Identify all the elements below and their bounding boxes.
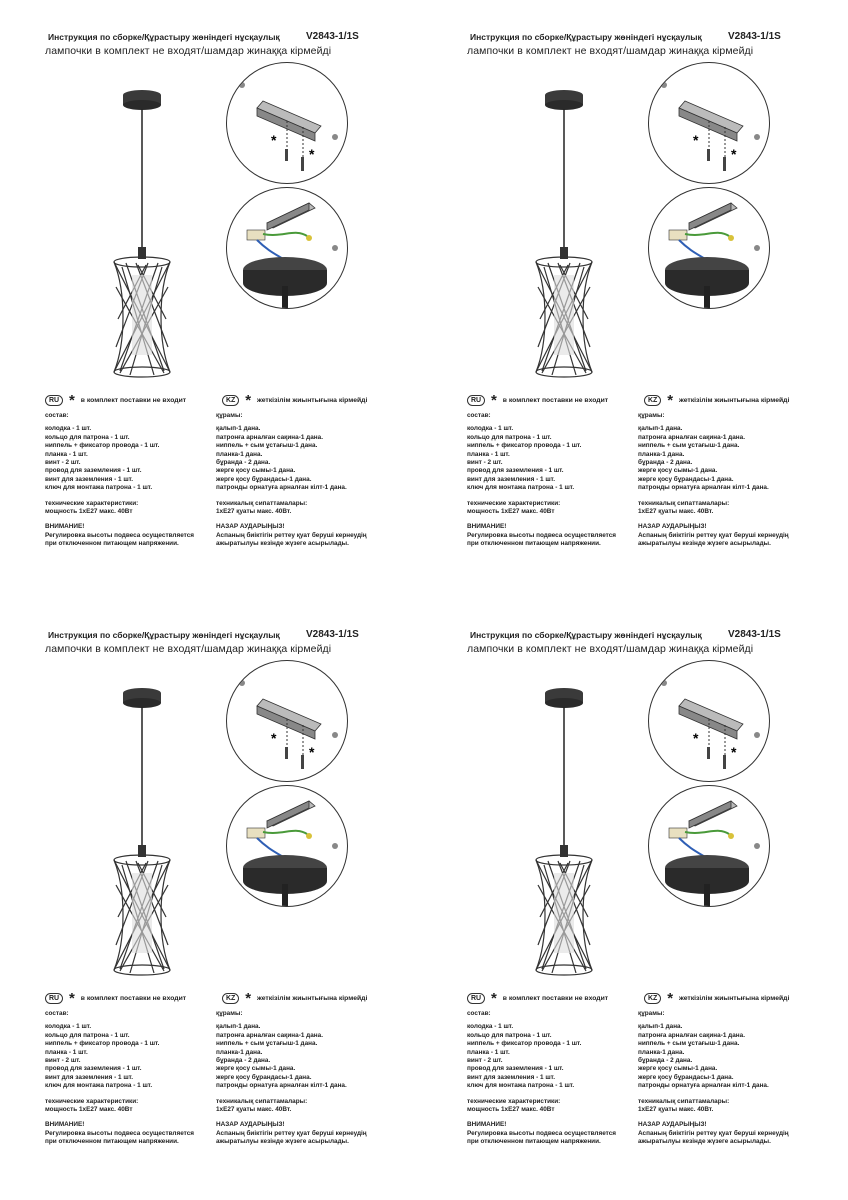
bulbs-note: лампочки в комплект не входят/шамдар жинаққа кірмейді — [467, 45, 754, 57]
kz-not-included-note: жеткізілім жиынтығына кірмейді — [256, 397, 368, 404]
ground-wire — [263, 233, 307, 236]
list-item: қалып-1 дана. — [216, 1023, 261, 1031]
kz-language-badge: KZ — [222, 993, 239, 1004]
ru-warning-line: Регулировка высоты подвеса осуществляется — [45, 1129, 195, 1137]
terminal-block — [247, 230, 265, 240]
kz-legend — [222, 392, 367, 408]
ru-language-badge: RU — [467, 993, 485, 1004]
list-item: ниппель + фиксатор провода - 1 шт. — [467, 1040, 582, 1048]
list-item: патронға арналған сақина-1 дана. — [638, 433, 745, 441]
list-item: жерге қосу сымы-1 дана. — [638, 467, 718, 475]
sheet-title: Инструкция по сборке/Құрастыру жөніндегі нұсқаулық — [470, 32, 702, 42]
kz-contents-heading: құрамы: — [638, 1010, 665, 1017]
list-item: винт для заземления - 1 шт. — [467, 1073, 555, 1081]
list-item: кольцо для патрона - 1 шт. — [45, 1031, 130, 1039]
screw — [285, 149, 288, 161]
list-item: жерге қосу сымы-1 дана. — [216, 467, 296, 475]
kz-parts-list — [638, 1023, 789, 1090]
list-item: винт - 2 шт. — [467, 459, 503, 467]
screw-head — [754, 134, 760, 140]
list-item: жерге қосу бұрандасы-1 дана. — [638, 475, 734, 483]
ru-parts-list — [45, 1023, 194, 1090]
cable-stem — [282, 286, 288, 308]
list-item: колодка - 1 шт. — [467, 1023, 514, 1031]
ru-contents — [45, 412, 194, 549]
list-item: ниппель + фиксатор провода - 1 шт. — [45, 442, 160, 450]
screw — [707, 149, 710, 161]
cable-stem — [704, 286, 710, 308]
canopy-wiring-detail — [648, 785, 770, 907]
ru-warning-heading: ВНИМАНИЕ! — [467, 1121, 507, 1129]
model-number: V2843-1/1S — [306, 31, 359, 42]
kz-warning-heading: НАЗАР АУДАРЫҢЫЗ! — [638, 1121, 707, 1129]
not-included-star: * — [271, 132, 277, 148]
list-item: винт для заземления - 1 шт. — [467, 475, 555, 483]
list-item: ниппель + сым ұстағыш-1 дана. — [638, 442, 740, 450]
bulb-shade — [132, 873, 152, 953]
kz-warning-heading: НАЗАР АУДАРЫҢЫЗ! — [638, 523, 707, 531]
kz-warning-heading: НАЗАР АУДАРЫҢЫЗ! — [216, 1121, 285, 1129]
mounting-bracket-detail — [226, 62, 348, 184]
ru-contents-heading: состав: — [45, 1010, 69, 1017]
ru-tech-value: мощность 1хЕ27 макс. 40Вт — [467, 1106, 555, 1114]
screw-head — [332, 843, 338, 849]
supply-wire — [257, 838, 285, 858]
list-item: патронды орнатуға арналған кілт-1 дана. — [216, 484, 347, 492]
title-row — [48, 32, 428, 46]
ru-warning-line: Регулировка высоты подвеса осуществляется — [467, 531, 617, 539]
supply-wire — [679, 240, 707, 260]
kz-parts-list — [216, 1023, 367, 1090]
ground-screw — [306, 235, 312, 241]
screw — [301, 755, 304, 769]
list-item: ниппель + сым ұстағыш-1 дана. — [216, 1040, 318, 1048]
not-included-star: * — [693, 132, 699, 148]
ru-legend — [45, 392, 186, 408]
not-included-star: * — [731, 146, 737, 162]
kz-tech-heading: техникалық сипаттамалары: — [638, 1097, 730, 1105]
list-item: провод для заземления - 1 шт. — [467, 1065, 564, 1073]
mounting-bracket-detail — [226, 660, 348, 782]
ru-warning-line: при отключенном питающем напряжении. — [467, 540, 601, 548]
kz-warning-line: Аспаның биіктігін реттеу қуат беруші кернеудің — [638, 1129, 789, 1137]
instruction-panel — [30, 32, 430, 592]
list-item: бұранда - 2 дана. — [216, 1057, 271, 1065]
kz-warning-line: Аспаның биіктігін реттеу қуат беруші кернеудің — [216, 1129, 367, 1137]
star-icon: * — [245, 990, 252, 1007]
list-item: винт - 2 шт. — [467, 1057, 503, 1065]
ru-not-included-note: в комплект поставки не входит — [80, 995, 187, 1002]
list-item: патронға арналған сақина-1 дана. — [216, 1031, 323, 1039]
ru-not-included-note: в комплект поставки не входит — [80, 397, 187, 404]
list-item: патронға арналған сақина-1 дана. — [216, 433, 323, 441]
ground-screw — [306, 833, 312, 839]
ru-legend — [467, 392, 608, 408]
list-item: ключ для монтажа патрона - 1 шт. — [45, 484, 153, 492]
list-item: ниппель + сым ұстағыш-1 дана. — [216, 442, 318, 450]
list-item: бұранда - 2 дана. — [638, 1057, 693, 1065]
model-number: V2843-1/1S — [728, 31, 781, 42]
list-item: ниппель + фиксатор провода - 1 шт. — [467, 442, 582, 450]
not-included-star: * — [309, 146, 315, 162]
ru-warning-heading: ВНИМАНИЕ! — [45, 1121, 85, 1129]
ru-contents — [467, 412, 616, 549]
ru-contents-heading: состав: — [467, 412, 491, 419]
bulbs-note: лампочки в комплект не входят/шамдар жинаққа кірмейді — [467, 643, 754, 655]
ru-tech-heading: технические характеристики: — [467, 499, 561, 507]
list-item: планка-1 дана. — [638, 1048, 685, 1056]
list-item: колодка - 1 шт. — [45, 1023, 92, 1031]
kz-contents — [638, 1010, 789, 1147]
screw — [301, 157, 304, 171]
list-item: ключ для монтажа патрона - 1 шт. — [45, 1082, 153, 1090]
screw-head — [658, 285, 664, 291]
ru-warning-line: при отключенном питающем напряжении. — [45, 1138, 179, 1146]
bulbs-note: лампочки в комплект не входят/шамдар жинаққа кірмейді — [45, 45, 332, 57]
ru-warning-line: при отключенном питающем напряжении. — [467, 1138, 601, 1146]
ru-tech-heading: технические характеристики: — [45, 1097, 139, 1105]
star-icon: * — [667, 990, 674, 1007]
kz-contents — [216, 1010, 367, 1147]
kz-tech-heading: техникалық сипаттамалары: — [216, 1097, 308, 1105]
terminal-block — [669, 828, 687, 838]
star-icon: * — [69, 990, 75, 1007]
list-item: кольцо для патрона - 1 шт. — [467, 1031, 552, 1039]
mounting-bracket-detail — [648, 660, 770, 782]
list-item: қалып-1 дана. — [638, 1023, 683, 1031]
list-item: провод для заземления - 1 шт. — [467, 467, 564, 475]
cable-stem — [704, 884, 710, 906]
list-item: винт - 2 шт. — [45, 459, 81, 467]
kz-contents-heading: құрамы: — [216, 1010, 243, 1017]
list-item: планка - 1 шт. — [45, 450, 88, 458]
star-icon: * — [491, 990, 497, 1007]
screw-head — [754, 245, 760, 251]
kz-language-badge: KZ — [644, 993, 661, 1004]
list-item: патронды орнатуға арналған кілт-1 дана. — [638, 1082, 769, 1090]
kz-tech-value: 1хЕ27 қуаты макс. 40Вт. — [638, 508, 714, 516]
list-item: жерге қосу бұрандасы-1 дана. — [216, 1073, 312, 1081]
model-number: V2843-1/1S — [306, 629, 359, 640]
cable-stem — [282, 884, 288, 906]
screw-head — [658, 883, 664, 889]
star-icon: * — [667, 392, 674, 409]
sheet-title: Инструкция по сборке/Құрастыру жөніндегі нұсқаулық — [470, 630, 702, 640]
not-included-star: * — [731, 744, 737, 760]
list-item: патронды орнатуға арналған кілт-1 дана. — [638, 484, 769, 492]
screw-head — [754, 843, 760, 849]
list-item: провод для заземления - 1 шт. — [45, 467, 142, 475]
ru-legend — [45, 990, 186, 1006]
model-number: V2843-1/1S — [728, 629, 781, 640]
kz-warning-line: ажыратылуы кезінде жүзеге асырылады. — [638, 1138, 771, 1146]
canopy-wiring-detail — [648, 187, 770, 309]
not-included-star: * — [309, 744, 315, 760]
kz-contents-heading: құрамы: — [216, 412, 243, 419]
list-item: патронды орнатуға арналған кілт-1 дана. — [216, 1082, 347, 1090]
list-item: ключ для монтажа патрона - 1 шт. — [467, 484, 575, 492]
ru-not-included-note: в комплект поставки не входит — [502, 397, 609, 404]
kz-warning-heading: НАЗАР АУДАРЫҢЫЗ! — [216, 523, 285, 531]
kz-parts-list — [216, 425, 367, 492]
not-included-star: * — [693, 730, 699, 746]
pendant-lamp-illustration — [502, 87, 622, 387]
ground-wire — [263, 831, 307, 834]
list-item: планка - 1 шт. — [467, 450, 510, 458]
screw-head — [236, 883, 242, 889]
kz-parts-list — [638, 425, 789, 492]
list-item: бұранда - 2 дана. — [216, 459, 271, 467]
screw-head — [661, 82, 667, 88]
kz-warning-line: Аспаның биіктігін реттеу қуат беруші кернеудің — [638, 531, 789, 539]
kz-not-included-note: жеткізілім жиынтығына кірмейді — [256, 995, 368, 1002]
ru-warning-line: Регулировка высоты подвеса осуществляется — [45, 531, 195, 539]
supply-wire — [257, 240, 285, 260]
kz-legend — [644, 392, 789, 408]
ru-contents-heading: состав: — [467, 1010, 491, 1017]
list-item: кольцо для патрона - 1 шт. — [467, 433, 552, 441]
ru-language-badge: RU — [45, 395, 63, 406]
ru-legend — [467, 990, 608, 1006]
list-item: қалып-1 дана. — [638, 425, 683, 433]
screw-head — [239, 680, 245, 686]
ground-screw — [728, 235, 734, 241]
list-item: жерге қосу бұрандасы-1 дана. — [216, 475, 312, 483]
screw-head — [754, 732, 760, 738]
ground-wire — [685, 233, 729, 236]
title-row — [470, 630, 848, 644]
kz-contents-heading: құрамы: — [638, 412, 665, 419]
ru-tech-heading: технические характеристики: — [467, 1097, 561, 1105]
ru-warning-heading: ВНИМАНИЕ! — [467, 523, 507, 531]
list-item: патронға арналған сақина-1 дана. — [638, 1031, 745, 1039]
kz-contents — [638, 412, 789, 549]
kz-tech-value: 1хЕ27 қуаты макс. 40Вт. — [216, 1106, 292, 1114]
canopy-wiring-detail — [226, 785, 348, 907]
list-item: планка - 1 шт. — [467, 1048, 510, 1056]
bulbs-note: лампочки в комплект не входят/шамдар жинаққа кірмейді — [45, 643, 332, 655]
title-row — [470, 32, 848, 46]
list-item: винт для заземления - 1 шт. — [45, 475, 133, 483]
mounting-bracket-detail — [648, 62, 770, 184]
kz-language-badge: KZ — [222, 395, 239, 406]
list-item: ниппель + фиксатор провода - 1 шт. — [45, 1040, 160, 1048]
pendant-lamp-illustration — [502, 685, 622, 985]
list-item: колодка - 1 шт. — [467, 425, 514, 433]
screw — [707, 747, 710, 759]
list-item: планка-1 дана. — [216, 450, 263, 458]
kz-legend — [222, 990, 367, 1006]
list-item: қалып-1 дана. — [216, 425, 261, 433]
screw-head — [239, 82, 245, 88]
kz-warning-line: ажыратылуы кезінде жүзеге асырылады. — [216, 1138, 349, 1146]
list-item: винт для заземления - 1 шт. — [45, 1073, 133, 1081]
ru-contents-heading: состав: — [45, 412, 69, 419]
list-item: бұранда - 2 дана. — [638, 459, 693, 467]
instruction-panel — [452, 32, 848, 592]
screw-head — [332, 732, 338, 738]
kz-tech-heading: техникалық сипаттамалары: — [638, 499, 730, 507]
screw — [723, 755, 726, 769]
screw-head — [661, 680, 667, 686]
ru-warning-line: Регулировка высоты подвеса осуществляется — [467, 1129, 617, 1137]
instruction-panel — [452, 630, 848, 1190]
kz-warning-line: Аспаның биіктігін реттеу қуат беруші кернеудің — [216, 531, 367, 539]
kz-tech-value: 1хЕ27 қуаты макс. 40Вт. — [216, 508, 292, 516]
kz-contents — [216, 412, 367, 549]
ground-wire — [685, 831, 729, 834]
screw — [723, 157, 726, 171]
terminal-block — [669, 230, 687, 240]
ru-parts-list — [467, 1023, 616, 1090]
star-icon: * — [69, 392, 75, 409]
ru-not-included-note: в комплект поставки не входит — [502, 995, 609, 1002]
pendant-lamp-illustration — [80, 87, 200, 387]
title-row — [48, 630, 428, 644]
list-item: винт - 2 шт. — [45, 1057, 81, 1065]
terminal-block — [247, 828, 265, 838]
ru-tech-value: мощность 1хЕ27 макс. 40Вт — [45, 1106, 133, 1114]
kz-legend — [644, 990, 789, 1006]
screw-head — [236, 285, 242, 291]
canopy-wiring-detail — [226, 187, 348, 309]
bulb-shade — [132, 275, 152, 355]
ru-tech-heading: технические характеристики: — [45, 499, 139, 507]
ru-language-badge: RU — [45, 993, 63, 1004]
screw — [285, 747, 288, 759]
ru-contents — [467, 1010, 616, 1147]
list-item: планка-1 дана. — [216, 1048, 263, 1056]
star-icon: * — [245, 392, 252, 409]
ru-language-badge: RU — [467, 395, 485, 406]
kz-tech-heading: техникалық сипаттамалары: — [216, 499, 308, 507]
ru-warning-heading: ВНИМАНИЕ! — [45, 523, 85, 531]
list-item: ниппель + сым ұстағыш-1 дана. — [638, 1040, 740, 1048]
list-item: провод для заземления - 1 шт. — [45, 1065, 142, 1073]
kz-language-badge: KZ — [644, 395, 661, 406]
ru-tech-value: мощность 1хЕ27 макс. 40Вт — [45, 508, 133, 516]
kz-warning-line: ажыратылуы кезінде жүзеге асырылады. — [216, 540, 349, 548]
list-item: колодка - 1 шт. — [45, 425, 92, 433]
kz-not-included-note: жеткізілім жиынтығына кірмейді — [678, 995, 790, 1002]
list-item: кольцо для патрона - 1 шт. — [45, 433, 130, 441]
ground-screw — [728, 833, 734, 839]
list-item: ключ для монтажа патрона - 1 шт. — [467, 1082, 575, 1090]
kz-tech-value: 1хЕ27 қуаты макс. 40Вт. — [638, 1106, 714, 1114]
ru-tech-value: мощность 1хЕ27 макс. 40Вт — [467, 508, 555, 516]
kz-not-included-note: жеткізілім жиынтығына кірмейді — [678, 397, 790, 404]
sheet-title: Инструкция по сборке/Құрастыру жөніндегі нұсқаулық — [48, 32, 280, 42]
not-included-star: * — [271, 730, 277, 746]
list-item: планка-1 дана. — [638, 450, 685, 458]
list-item: жерге қосу бұрандасы-1 дана. — [638, 1073, 734, 1081]
screw-head — [332, 134, 338, 140]
bulb-shade — [554, 275, 574, 355]
list-item: жерге қосу сымы-1 дана. — [638, 1065, 718, 1073]
ru-parts-list — [45, 425, 194, 492]
ru-warning-line: при отключенном питающем напряжении. — [45, 540, 179, 548]
pendant-lamp-illustration — [80, 685, 200, 985]
supply-wire — [679, 838, 707, 858]
list-item: планка - 1 шт. — [45, 1048, 88, 1056]
kz-warning-line: ажыратылуы кезінде жүзеге асырылады. — [638, 540, 771, 548]
bulb-shade — [554, 873, 574, 953]
list-item: жерге қосу сымы-1 дана. — [216, 1065, 296, 1073]
ru-contents — [45, 1010, 194, 1147]
screw-head — [332, 245, 338, 251]
sheet-title: Инструкция по сборке/Құрастыру жөніндегі нұсқаулық — [48, 630, 280, 640]
instruction-panel — [30, 630, 430, 1190]
ru-parts-list — [467, 425, 616, 492]
star-icon: * — [491, 392, 497, 409]
